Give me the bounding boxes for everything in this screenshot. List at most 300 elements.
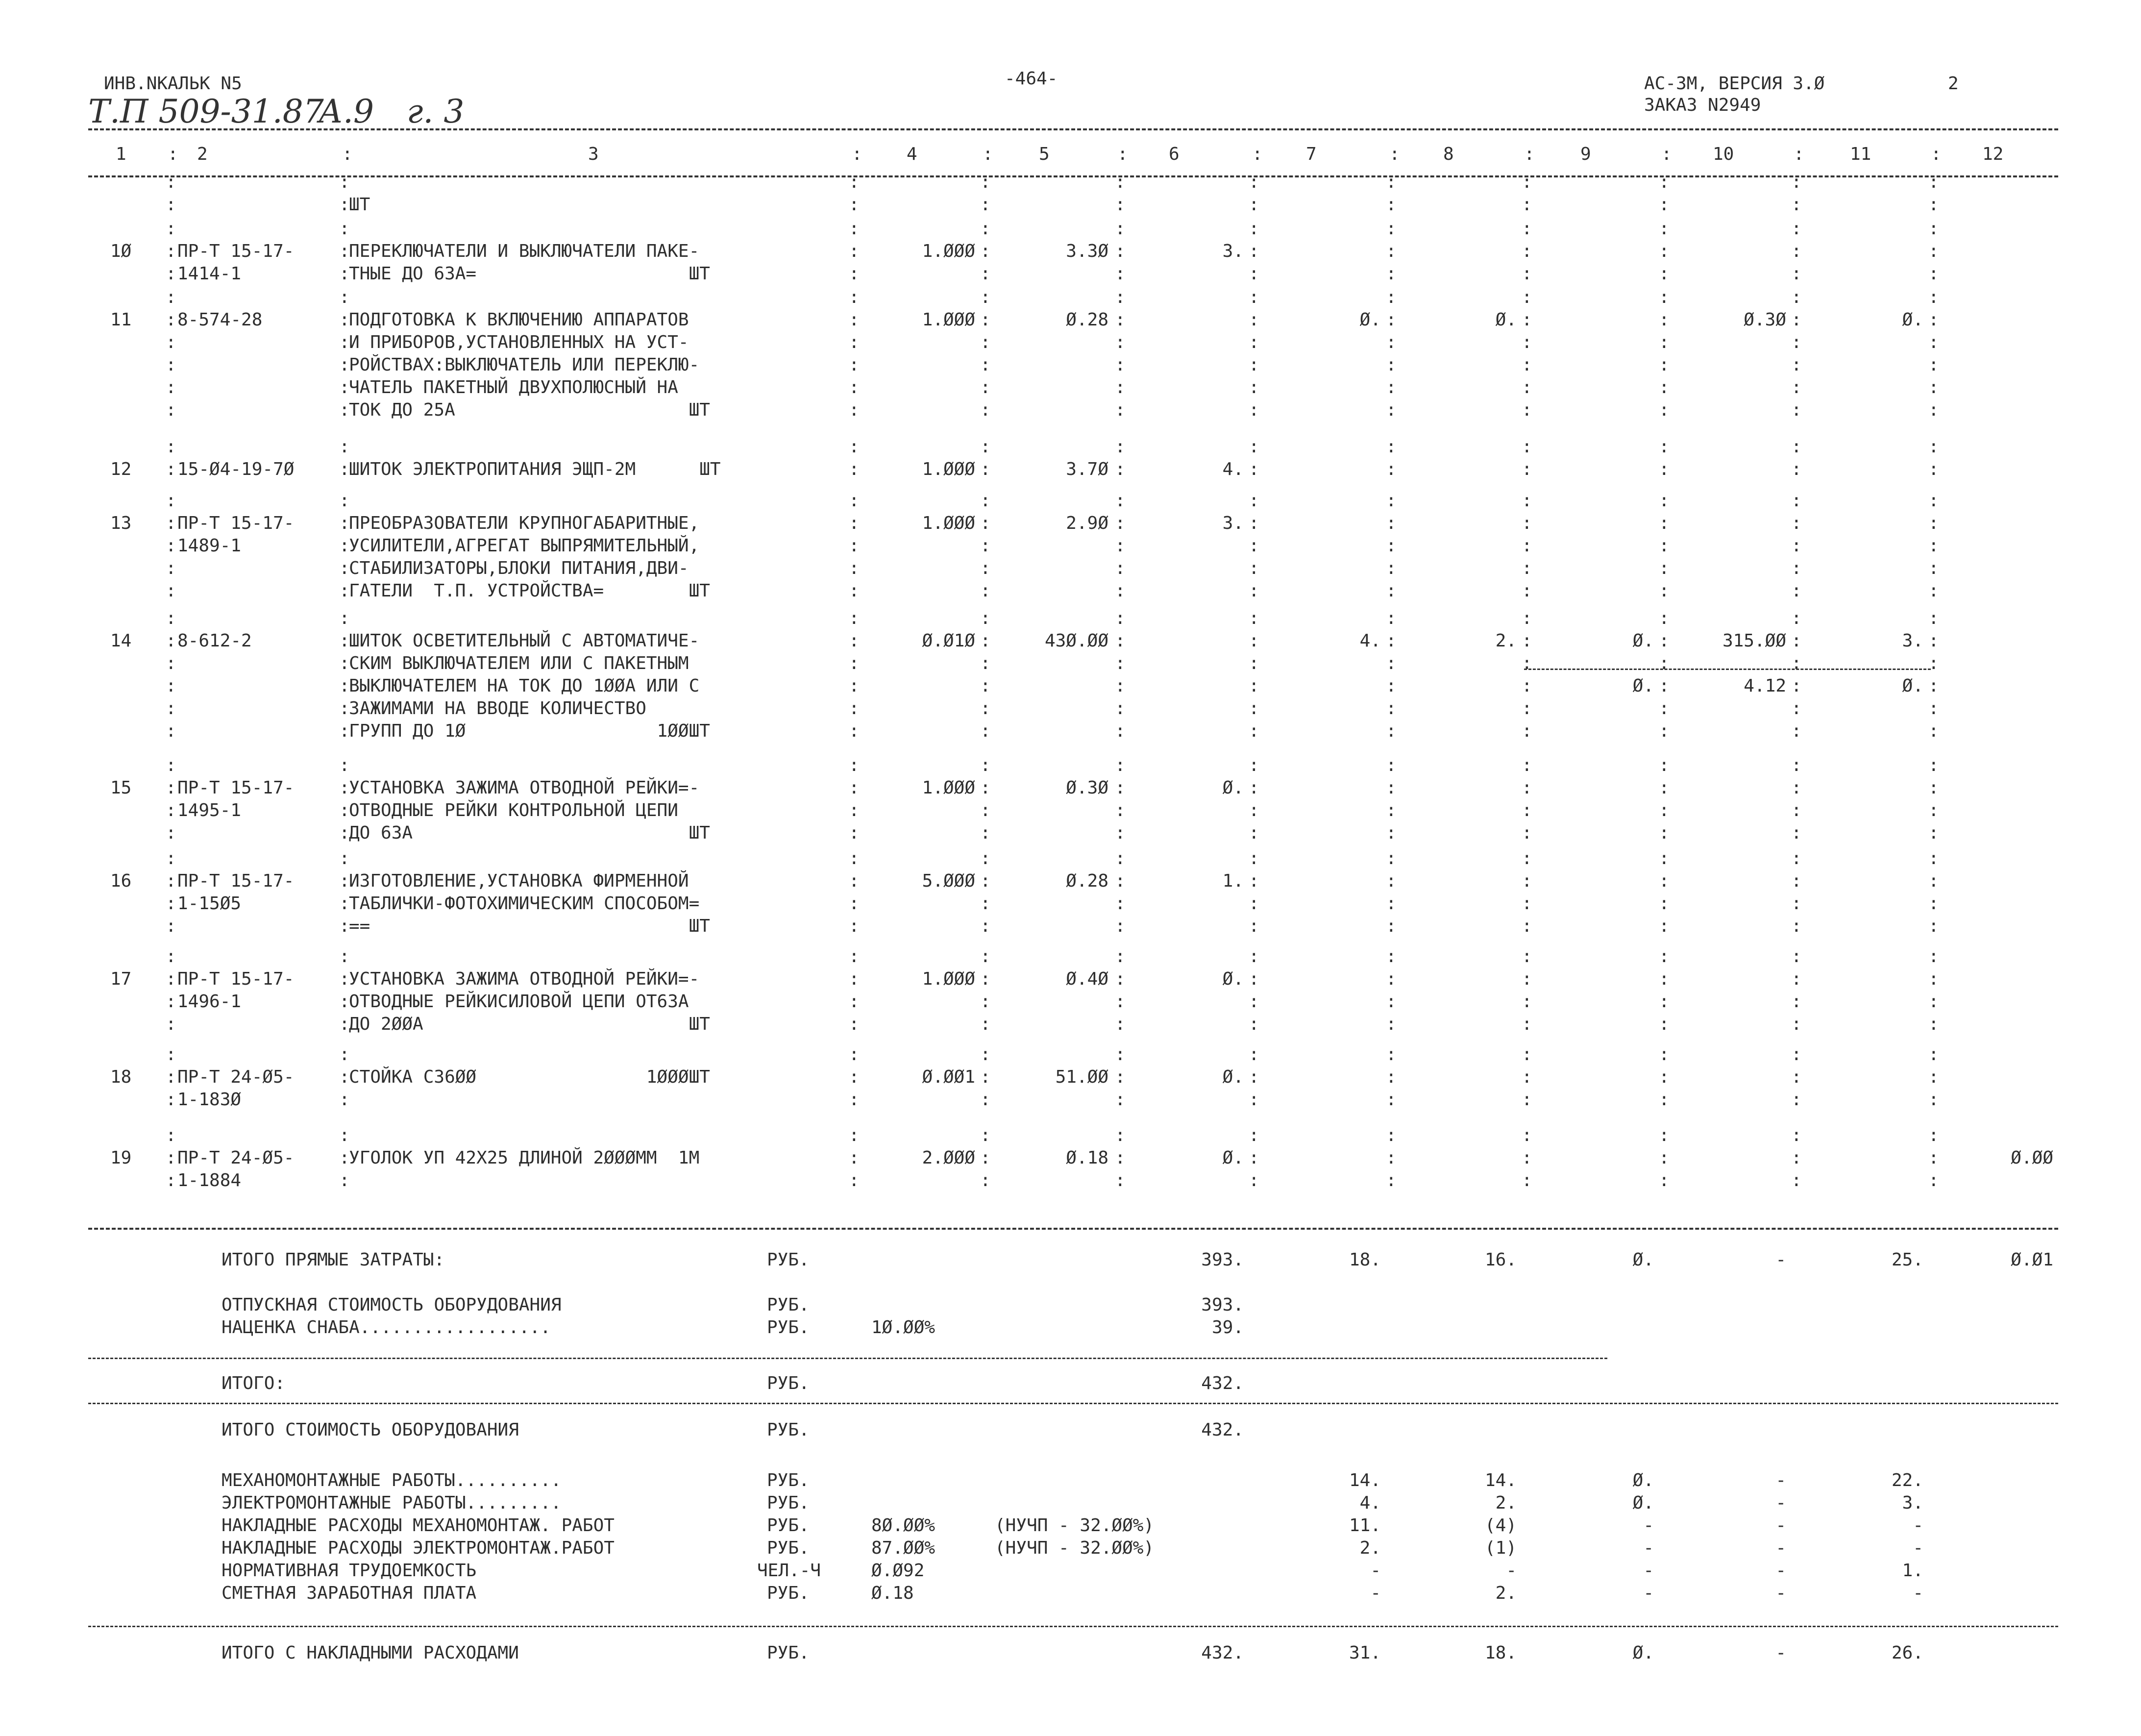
column-separator: :	[1249, 400, 1259, 420]
column-separator: :	[1928, 219, 1939, 239]
row-description-line: ГРУПП ДО 1Ø 1ØØШТ	[349, 721, 710, 741]
row-number: 15	[110, 778, 132, 798]
row-value-c5: 2.9Ø	[1066, 513, 1108, 533]
column-separator: :	[1249, 871, 1259, 891]
column-separator: :	[1249, 172, 1259, 192]
total-unit-mech_works: РУБ.	[767, 1470, 810, 1490]
column-separator: :	[166, 755, 176, 775]
column-separator: :	[1522, 377, 1532, 397]
column-separator: :	[1386, 172, 1397, 192]
column-separator: :	[1791, 653, 1802, 673]
total-mech_works-c7: 14.	[1349, 1470, 1381, 1490]
column-separator: :	[166, 241, 176, 261]
column-number-11: 11	[1850, 144, 1871, 164]
column-separator: :	[1659, 355, 1670, 375]
column-separator: :	[1791, 608, 1802, 628]
column-separator: :	[1522, 871, 1532, 891]
column-number-separator: :	[168, 144, 178, 164]
row-value-c4: 2.ØØØ	[922, 1148, 975, 1168]
column-separator: :	[339, 513, 350, 533]
row-subvalue-c11: Ø.	[1902, 676, 1923, 696]
column-number-5: 5	[1039, 144, 1050, 164]
total-equip_total-c6: 432.	[1201, 1420, 1244, 1440]
column-separator: :	[980, 992, 991, 1012]
row-value-c5: 3.7Ø	[1066, 459, 1108, 479]
column-separator: :	[1386, 241, 1397, 261]
row-code: ПР-Т 24-Ø5-	[177, 1067, 295, 1087]
column-separator: :	[339, 332, 350, 352]
column-separator: :	[166, 332, 176, 352]
row-description-line: ЗАЖИМАМИ НА ВВОДЕ КОЛИЧЕСТВО	[349, 698, 646, 719]
row-value-c6: 4.	[1222, 459, 1244, 479]
column-separator: :	[339, 172, 350, 192]
column-separator: :	[166, 608, 176, 628]
column-separator: :	[339, 459, 350, 479]
column-separator: :	[849, 491, 860, 511]
column-separator: :	[339, 195, 350, 215]
total-rate-overhead_mech: 8Ø.ØØ%	[871, 1515, 935, 1536]
column-separator: :	[1791, 219, 1802, 239]
column-separator: :	[1249, 1090, 1259, 1110]
column-separator: :	[980, 755, 991, 775]
column-separator: :	[1928, 513, 1939, 533]
row-description-line: ЧАТЕЛЬ ПАКЕТНЫЙ ДВУХПОЛЮСНЫЙ НА	[349, 377, 678, 397]
row-description-line: ДО 2ØØА ШТ	[349, 1014, 710, 1034]
column-separator: :	[1249, 264, 1259, 284]
column-separator: :	[1522, 310, 1532, 330]
total-label-direct: ИТОГО ПРЯМЫЕ ЗАТРАТЫ:	[221, 1250, 445, 1270]
column-separator: :	[849, 1044, 860, 1065]
column-separator: :	[1115, 1148, 1126, 1168]
column-separator: :	[1249, 558, 1259, 578]
total-unit-subtotal: РУБ.	[767, 1373, 810, 1393]
column-separator: :	[1386, 1067, 1397, 1087]
column-separator: :	[1386, 332, 1397, 352]
column-separator: :	[1791, 195, 1802, 215]
column-separator: :	[1791, 310, 1802, 330]
row-value-c4: 1.ØØØ	[922, 241, 975, 261]
column-separator: :	[1249, 778, 1259, 798]
column-separator: :	[980, 800, 991, 820]
column-separator: :	[980, 581, 991, 601]
column-separator: :	[1659, 848, 1670, 868]
column-separator: :	[1522, 778, 1532, 798]
column-separator: :	[1791, 1014, 1802, 1034]
column-separator: :	[166, 400, 176, 420]
row-number: 13	[110, 513, 132, 533]
total-overhead_mech-c7: 11.	[1349, 1515, 1381, 1536]
column-separator: :	[1522, 653, 1532, 673]
column-separator: :	[1522, 698, 1532, 719]
column-separator: :	[1791, 969, 1802, 989]
total-wages-c10: -	[1775, 1583, 1786, 1603]
column-separator: :	[980, 1170, 991, 1190]
column-separator: :	[1928, 1014, 1939, 1034]
column-number-separator: :	[1389, 144, 1400, 164]
column-number-9: 9	[1580, 144, 1591, 164]
column-separator: :	[1791, 916, 1802, 936]
column-separator: :	[1791, 332, 1802, 352]
total-grand-c9: Ø.	[1632, 1643, 1654, 1663]
column-separator: :	[1928, 491, 1939, 511]
column-separator: :	[1928, 676, 1939, 696]
total-label-mech_works: МЕХАНОМОНТАЖНЫЕ РАБОТЫ..........	[221, 1470, 562, 1490]
row-value-c8: Ø.	[1495, 310, 1517, 330]
row-code-cont: 1495-1	[177, 800, 242, 820]
row-value-c5: 43Ø.ØØ	[1044, 631, 1108, 651]
column-separator: :	[980, 491, 991, 511]
column-separator: :	[1522, 755, 1532, 775]
column-separator: :	[1249, 513, 1259, 533]
column-separator: :	[1659, 823, 1670, 843]
column-separator: :	[1115, 823, 1126, 843]
column-separator: :	[980, 653, 991, 673]
total-label-overhead_mech: НАКЛАДНЫЕ РАСХОДЫ МЕХАНОМОНТАЖ. РАБОТ	[221, 1515, 615, 1536]
column-separator: :	[1791, 264, 1802, 284]
column-number-3: 3	[588, 144, 599, 164]
total-direct-c10: -	[1775, 1250, 1786, 1270]
column-separator: :	[339, 631, 350, 651]
total-unit-labor: ЧЕЛ.-Ч	[757, 1561, 821, 1581]
column-separator: :	[1522, 800, 1532, 820]
column-separator: :	[339, 893, 350, 914]
row-code-cont: 1496-1	[177, 992, 242, 1012]
column-separator: :	[849, 848, 860, 868]
column-number-separator: :	[1931, 144, 1942, 164]
column-separator: :	[339, 800, 350, 820]
column-separator: :	[1115, 219, 1126, 239]
column-separator: :	[1659, 698, 1670, 719]
column-separator: :	[339, 287, 350, 307]
total-supply_markup-c6: 39.	[1211, 1317, 1244, 1338]
total-label-elec_works: ЭЛЕКТРОМОНТАЖНЫЕ РАБОТЫ.........	[221, 1493, 562, 1513]
column-separator: :	[849, 172, 860, 192]
total-unit-overhead_elec: РУБ.	[767, 1538, 810, 1558]
row-code-cont: 1-1884	[177, 1170, 242, 1190]
total-grand-c10: -	[1775, 1643, 1786, 1663]
row-number: 14	[110, 631, 132, 651]
column-separator: :	[1791, 513, 1802, 533]
total-direct-c7: 18.	[1349, 1250, 1381, 1270]
column-separator: :	[1928, 946, 1939, 967]
column-separator: :	[1115, 698, 1126, 719]
row-description-line: СТАБИЛИЗАТОРЫ,БЛОКИ ПИТАНИЯ,ДВИ-	[349, 558, 689, 578]
column-separator: :	[849, 1014, 860, 1034]
column-separator: :	[849, 264, 860, 284]
column-separator: :	[1249, 377, 1259, 397]
column-separator: :	[1522, 1014, 1532, 1034]
row-subvalue-c10: 4.12	[1744, 676, 1786, 696]
column-separator: :	[1659, 536, 1670, 556]
column-separator: :	[1928, 608, 1939, 628]
row-value-c5: 3.3Ø	[1066, 241, 1108, 261]
row-value-c10: Ø.3Ø	[1744, 310, 1786, 330]
column-separator: :	[1386, 916, 1397, 936]
column-separator: :	[849, 871, 860, 891]
total-label-overhead_elec: НАКЛАДНЫЕ РАСХОДЫ ЭЛЕКТРОМОНТАЖ.РАБОТ	[221, 1538, 615, 1558]
column-separator: :	[1928, 1148, 1939, 1168]
row-code: ПР-Т 15-17-	[177, 969, 295, 989]
column-number-10: 10	[1713, 144, 1734, 164]
column-separator: :	[1115, 755, 1126, 775]
row-description-line: РОЙСТВАХ:ВЫКЛЮЧАТЕЛЬ ИЛИ ПЕРЕКЛЮ-	[349, 355, 700, 375]
column-number-separator: :	[852, 144, 862, 164]
column-separator: :	[1928, 581, 1939, 601]
column-separator: :	[166, 698, 176, 719]
column-separator: :	[1659, 916, 1670, 936]
row-value-c4: Ø.ØØ1	[922, 1067, 975, 1087]
column-number-1: 1	[116, 144, 126, 164]
column-separator: :	[1249, 946, 1259, 967]
row-code-cont: 1-15Ø5	[177, 893, 242, 914]
row-code-cont: 1-183Ø	[177, 1090, 242, 1110]
total-overhead_elec-c9: -	[1643, 1538, 1654, 1558]
column-separator: :	[1522, 969, 1532, 989]
column-separator: :	[1791, 355, 1802, 375]
column-separator: :	[1659, 437, 1670, 457]
column-separator: :	[1659, 581, 1670, 601]
column-separator: :	[1791, 536, 1802, 556]
total-direct-c11: 25.	[1891, 1250, 1923, 1270]
column-separator: :	[339, 377, 350, 397]
total-elec_works-c10: -	[1775, 1493, 1786, 1513]
row-subvalue-c9: Ø.	[1632, 676, 1654, 696]
column-separator: :	[1791, 992, 1802, 1012]
column-separator: :	[1791, 558, 1802, 578]
row-description-line: ДО 63А ШТ	[349, 823, 710, 843]
column-separator: :	[1791, 893, 1802, 914]
total-overhead_elec-c8: (1)	[1484, 1538, 1517, 1558]
total-overhead_mech-c10: -	[1775, 1515, 1786, 1536]
total-rate-supply_markup: 1Ø.ØØ%	[871, 1317, 935, 1338]
column-separator: :	[980, 355, 991, 375]
column-separator: :	[849, 558, 860, 578]
column-separator: :	[339, 1090, 350, 1110]
column-separator: :	[166, 219, 176, 239]
column-separator: :	[1115, 1090, 1126, 1110]
column-separator: :	[1522, 676, 1532, 696]
column-separator: :	[1522, 581, 1532, 601]
column-separator: :	[1522, 536, 1532, 556]
column-separator: :	[1928, 631, 1939, 651]
total-subtotal-c6: 432.	[1201, 1373, 1244, 1393]
column-separator: :	[980, 721, 991, 741]
total-unit-equip_total: РУБ.	[767, 1420, 810, 1440]
column-separator: :	[1386, 536, 1397, 556]
column-separator: :	[1522, 608, 1532, 628]
total-grand-c7: 31.	[1349, 1643, 1381, 1663]
row-description-line: УСТАНОВКА ЗАЖИМА ОТВОДНОЙ РЕЙКИ=-	[349, 969, 700, 989]
column-separator: :	[1386, 823, 1397, 843]
row-value-c6: Ø.	[1222, 1148, 1244, 1168]
column-separator: :	[1659, 676, 1670, 696]
column-separator: :	[1115, 355, 1126, 375]
row-value-c6: Ø.	[1222, 1067, 1244, 1087]
column-separator: :	[1791, 631, 1802, 651]
column-separator: :	[849, 778, 860, 798]
row-value-c6: Ø.	[1222, 778, 1244, 798]
row-description-line: УСИЛИТЕЛИ,АГРЕГАТ ВЫПРЯМИТЕЛЬНЫЙ,	[349, 536, 700, 556]
column-separator: :	[1115, 491, 1126, 511]
column-separator: :	[980, 969, 991, 989]
column-separator: :	[1386, 581, 1397, 601]
column-separator: :	[849, 800, 860, 820]
column-separator: :	[1115, 969, 1126, 989]
column-separator: :	[980, 558, 991, 578]
column-separator: :	[980, 241, 991, 261]
column-separator: :	[1386, 513, 1397, 533]
column-separator: :	[1522, 893, 1532, 914]
column-separator: :	[1791, 287, 1802, 307]
column-separator: :	[339, 355, 350, 375]
column-separator: :	[1522, 332, 1532, 352]
column-separator: :	[1928, 1044, 1939, 1065]
column-separator: :	[1115, 310, 1126, 330]
column-separator: :	[1115, 536, 1126, 556]
column-separator: :	[1386, 264, 1397, 284]
column-separator: :	[1115, 676, 1126, 696]
column-separator: :	[339, 310, 350, 330]
column-separator: :	[849, 631, 860, 651]
column-separator: :	[1249, 800, 1259, 820]
subtable-rule	[1524, 669, 1931, 670]
total-mech_works-c8: 14.	[1484, 1470, 1517, 1490]
column-separator: :	[339, 241, 350, 261]
column-separator: :	[339, 823, 350, 843]
column-separator: :	[980, 1044, 991, 1065]
column-separator: :	[1386, 558, 1397, 578]
row-description-line: ВЫКЛЮЧАТЕЛЕМ НА ТОК ДО 1ØØА ИЛИ С	[349, 676, 700, 696]
row-description-line: ПЕРЕКЛЮЧАТЕЛИ И ВЫКЛЮЧАТЕЛИ ПАКЕ-	[349, 241, 700, 261]
column-separator: :	[1522, 631, 1532, 651]
column-separator: :	[1791, 721, 1802, 741]
total-grand-c11: 26.	[1891, 1643, 1923, 1663]
total-label-subtotal: ИТОГО:	[221, 1373, 286, 1393]
column-separator: :	[980, 459, 991, 479]
column-separator: :	[1928, 848, 1939, 868]
column-separator: :	[1386, 1148, 1397, 1168]
column-separator: :	[1791, 676, 1802, 696]
column-separator: :	[1791, 491, 1802, 511]
column-separator: :	[1522, 823, 1532, 843]
column-separator: :	[1659, 653, 1670, 673]
row-description-line: ТНЫЕ ДО 63А= ШТ	[349, 264, 710, 284]
column-separator: :	[1522, 172, 1532, 192]
column-separator: :	[1386, 755, 1397, 775]
column-separator: :	[1522, 992, 1532, 1012]
column-separator: :	[1249, 1044, 1259, 1065]
column-separator: :	[1659, 241, 1670, 261]
column-separator: :	[1659, 310, 1670, 330]
total-overhead_mech-c9: -	[1643, 1515, 1654, 1536]
column-separator: :	[166, 1067, 176, 1087]
column-separator: :	[1386, 1014, 1397, 1034]
row-code: ПР-Т 15-17-	[177, 778, 295, 798]
column-separator: :	[1522, 946, 1532, 967]
column-separator: :	[1522, 355, 1532, 375]
column-separator: :	[980, 1014, 991, 1034]
column-number-separator: :	[1794, 144, 1804, 164]
column-separator: :	[166, 355, 176, 375]
column-separator: :	[1115, 946, 1126, 967]
column-separator: :	[1659, 969, 1670, 989]
column-separator: :	[1791, 698, 1802, 719]
column-separator: :	[1928, 755, 1939, 775]
column-separator: :	[1522, 241, 1532, 261]
column-separator: :	[166, 946, 176, 967]
column-separator: :	[1115, 608, 1126, 628]
row-value-c5: Ø.28	[1066, 871, 1108, 891]
column-separator: :	[1659, 1148, 1670, 1168]
row-description-line: == ШТ	[349, 916, 710, 936]
row-value-c6: 3.	[1222, 241, 1244, 261]
total-wages-c7: -	[1370, 1583, 1381, 1603]
column-separator: :	[1115, 241, 1126, 261]
total-labor-c11: 1.	[1902, 1561, 1923, 1581]
column-separator: :	[1791, 1067, 1802, 1087]
column-separator: :	[849, 721, 860, 741]
column-separator: :	[339, 264, 350, 284]
column-separator: :	[1249, 332, 1259, 352]
column-separator: :	[1115, 172, 1126, 192]
column-separator: :	[849, 608, 860, 628]
column-separator: :	[1249, 241, 1259, 261]
column-separator: :	[1928, 916, 1939, 936]
column-separator: :	[1659, 992, 1670, 1012]
column-separator: :	[849, 992, 860, 1012]
column-separator: :	[1791, 581, 1802, 601]
column-separator: :	[339, 491, 350, 511]
total-overhead_mech-c11: -	[1913, 1515, 1923, 1536]
column-separator: :	[1386, 400, 1397, 420]
total-mech_works-c10: -	[1775, 1470, 1786, 1490]
column-header-rule	[88, 175, 2058, 177]
column-separator: :	[1791, 871, 1802, 891]
column-separator: :	[849, 1125, 860, 1145]
column-separator: :	[1928, 823, 1939, 843]
column-separator: :	[166, 1044, 176, 1065]
handwritten-project-code: Т.П 509-31.87	[88, 93, 324, 130]
column-separator: :	[339, 1067, 350, 1087]
column-separator: :	[1659, 755, 1670, 775]
total-rate-wages: Ø.18	[871, 1583, 914, 1603]
column-separator: :	[1386, 778, 1397, 798]
column-separator: :	[1522, 400, 1532, 420]
column-separator: :	[166, 491, 176, 511]
column-separator: :	[1928, 332, 1939, 352]
column-separator: :	[1386, 871, 1397, 891]
column-separator: :	[1522, 721, 1532, 741]
column-separator: :	[1522, 264, 1532, 284]
column-separator: :	[1115, 437, 1126, 457]
column-separator: :	[1522, 1125, 1532, 1145]
total-unit-grand: РУБ.	[767, 1643, 810, 1663]
row-value-c6: 3.	[1222, 513, 1244, 533]
column-separator: :	[166, 1148, 176, 1168]
column-separator: :	[980, 946, 991, 967]
column-number-separator: :	[983, 144, 993, 164]
column-separator: :	[1928, 241, 1939, 261]
column-separator: :	[1249, 823, 1259, 843]
column-separator: :	[166, 800, 176, 820]
column-number-4: 4	[907, 144, 917, 164]
column-separator: :	[849, 241, 860, 261]
row-value-c7: Ø.	[1359, 310, 1381, 330]
column-separator: :	[166, 377, 176, 397]
row-value-c4: 1.ØØØ	[922, 310, 975, 330]
column-separator: :	[1386, 1044, 1397, 1065]
column-separator: :	[1249, 219, 1259, 239]
